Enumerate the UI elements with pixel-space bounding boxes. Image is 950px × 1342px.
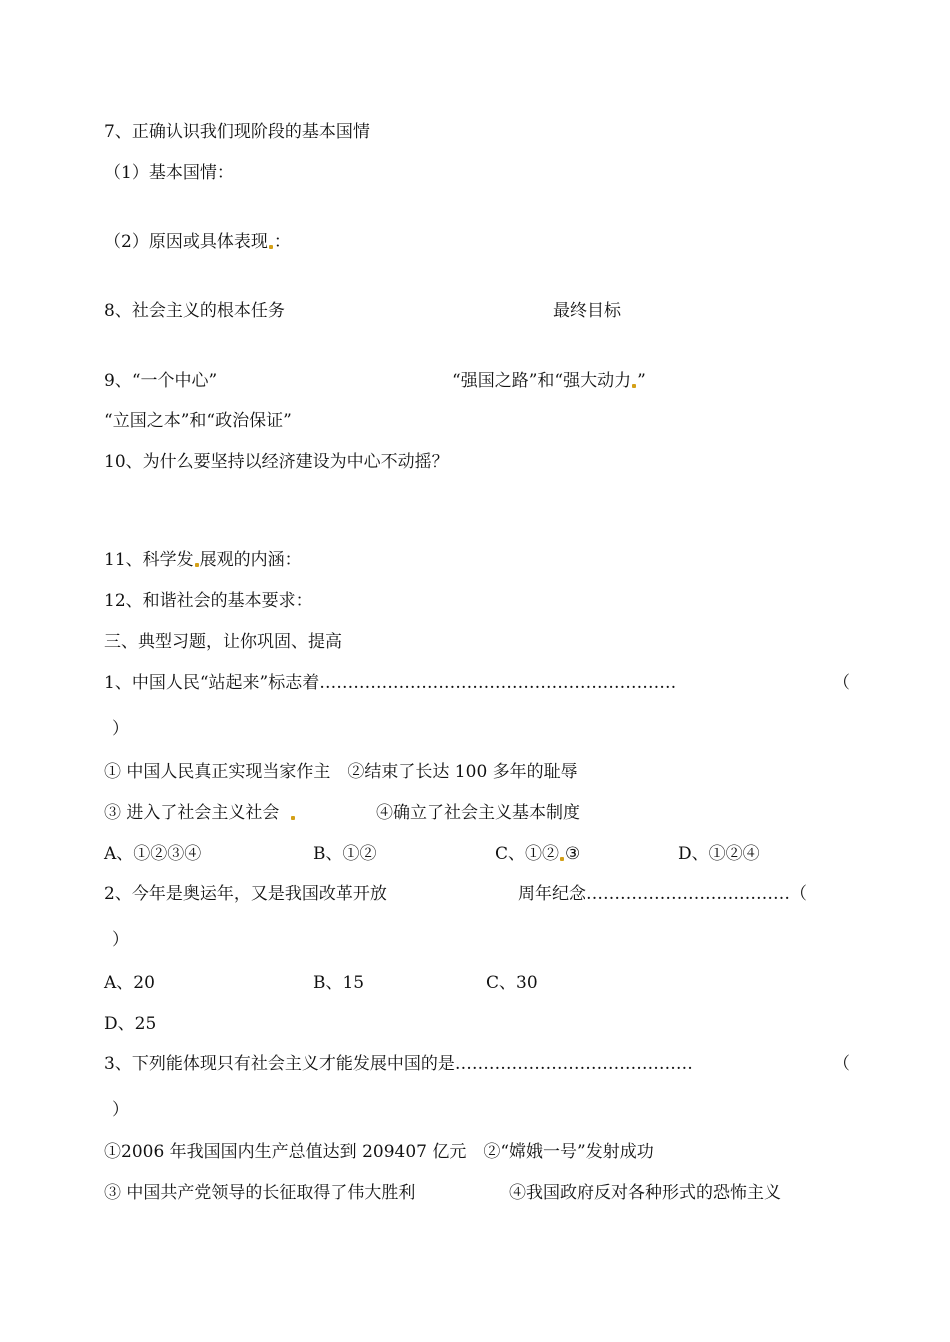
editor-mark	[560, 857, 564, 861]
item-9-road-power-quote: ”	[637, 371, 646, 391]
item-10-question: 10、为什么要坚持以经济建设为中心不动摇？	[104, 452, 449, 472]
item-7-2-colon: ：	[273, 232, 291, 252]
item-11-text-a: 11、科学发	[104, 550, 194, 570]
question-2-choice-a: A、20	[104, 973, 155, 993]
question-2-choice-b: B、15	[313, 973, 365, 993]
editor-mark	[291, 816, 295, 820]
question-1-choice-c	[495, 843, 580, 865]
question-2-choice-d: D、25	[104, 1014, 157, 1034]
question-1-option-3-text: ③ 进入了社会主义社会	[104, 803, 280, 823]
question-1-paren-open: （	[833, 673, 850, 693]
item-9-road-power	[452, 370, 646, 392]
question-2-choice-c: C、30	[486, 973, 538, 993]
question-3-stem: 3、下列能体现只有社会主义才能发展中国的是……………………………………	[104, 1054, 693, 1074]
question-1-choice-c-tail: ③	[565, 844, 581, 864]
item-9-road-power-text: “强国之路”和“强大动力	[452, 371, 632, 391]
question-3-option-4: ④我国政府反对各种形式的恐怖主义	[509, 1183, 781, 1203]
item-12-harmonious-society: 12、和谐社会的基本要求：	[104, 591, 313, 611]
item-11-scientific-outlook	[104, 549, 302, 571]
question-2-paren-close: ）	[112, 930, 129, 950]
item-8-task: 8、社会主义的根本任务	[104, 301, 285, 321]
item-9-one-center: 9、“一个中心”	[104, 371, 218, 391]
question-1-options-12: ① 中国人民真正实现当家作主 ②结束了长达 100 多年的耻辱	[104, 762, 578, 782]
question-3-paren-close: ）	[112, 1100, 129, 1120]
item-9-foundation: “立国之本”和“政治保证”	[104, 411, 292, 431]
item-7-1-basic-conditions: （1）基本国情：	[104, 163, 234, 183]
question-1-choice-c-text: C、①②	[495, 844, 560, 864]
item-7-2-reasons	[104, 231, 291, 253]
item-7-2-text: （2）原因或具体表现	[104, 232, 268, 252]
editor-mark	[632, 384, 636, 388]
item-8-goal: 最终目标	[553, 301, 621, 321]
question-3-option-3: ③ 中国共产党领导的长征取得了伟大胜利	[104, 1183, 416, 1203]
question-2-stem-b: 周年纪念………………………………（	[518, 884, 807, 904]
question-1-option-4: ④确立了社会主义基本制度	[376, 803, 580, 823]
item-7-heading: 7、正确认识我们现阶段的基本国情	[104, 122, 370, 142]
question-1-stem: 1、中国人民“站起来”标志着………………………………………………………	[104, 673, 677, 693]
question-1-paren-close: ）	[112, 719, 129, 739]
editor-mark	[269, 245, 273, 249]
question-1-choice-d: D、①②④	[678, 844, 760, 864]
section-3-heading: 三、典型习题，让你巩固、提高	[104, 632, 342, 652]
question-3-options-12: ①2006 年我国国内生产总值达到 209407 亿元 ②“嫦娥一号”发射成功	[104, 1142, 654, 1162]
question-1-choice-b: B、①②	[313, 844, 377, 864]
editor-mark	[195, 563, 199, 567]
question-3-paren-open: （	[833, 1054, 850, 1074]
question-1-option-3	[104, 802, 296, 824]
question-2-stem-a: 2、今年是奥运年，又是我国改革开放	[104, 884, 387, 904]
item-11-text-b: 展观的内涵：	[199, 550, 302, 570]
question-1-choice-a: A、①②③④	[104, 844, 202, 864]
